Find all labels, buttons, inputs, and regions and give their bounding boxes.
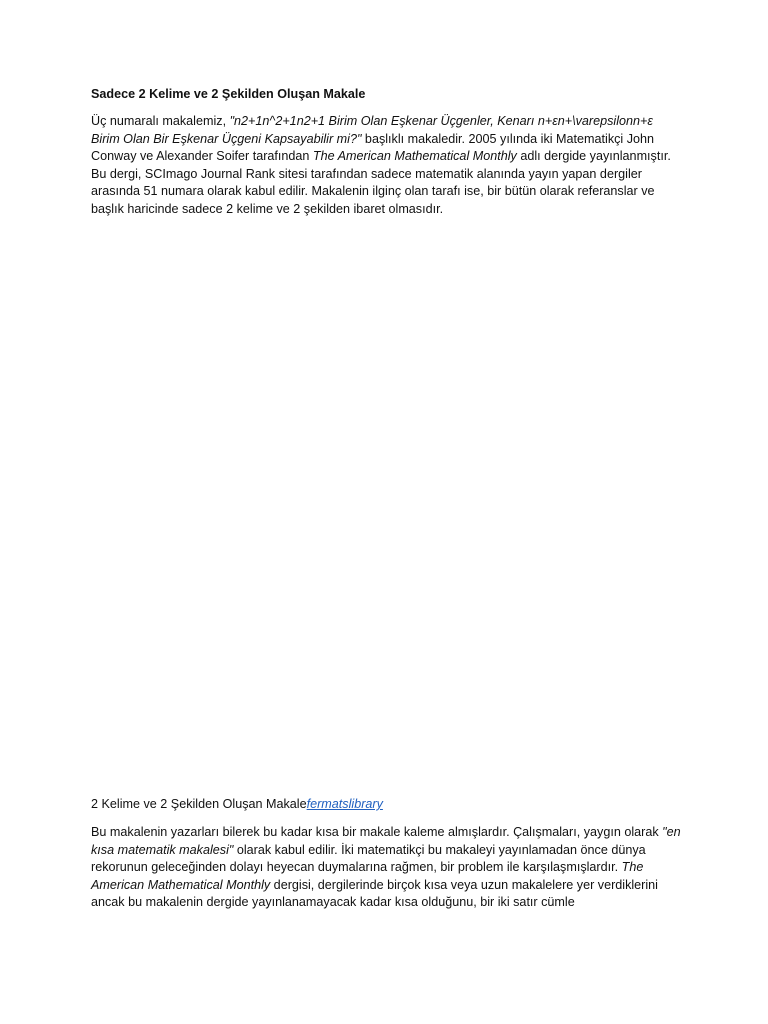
fermatslibrary-link[interactable]: fermatslibrary bbox=[306, 797, 383, 811]
authors-paragraph bbox=[91, 824, 681, 912]
intro-middle: başlıklı makaledir. 2005 yılında iki Matematikçi John Conway ve Alexander Soifer tarafından bbox=[91, 131, 655, 164]
article-title-quote: "n2+1n^2+1n2+1 Birim Olan Eşkenar Üçgenler, Kenarı n+εn+\varepsilonn+ε Birim Olan Bir Eşkenar Üçgeni Kapsayabilir mi?" bbox=[91, 114, 653, 146]
shortest-paper-quote: "en kısa matematik makalesi" bbox=[91, 825, 681, 857]
authors-prefix: Bu makalenin yazarları bilerek bu kadar kısa bir makale kaleme almışlardır. Çalışmaları, yaygın olarak bbox=[91, 825, 663, 839]
intro-prefix: Üç numaralı makalemiz, bbox=[91, 114, 230, 128]
intro-rest: adlı dergide yayınlanmıştır. Bu dergi, SCImago Journal Rank sitesi tarafından sadece matematik alanında yayın yapan dergiler arasında 51 numara olarak kabul edilir. Makalenin ilginç olan tarafı ise, bir bütün olarak referanslar ve başlık haricinde sadece 2 kelime ve 2 şekilden ibaret olmasıdır. bbox=[91, 149, 671, 216]
intro-paragraph bbox=[91, 113, 681, 219]
journal-name-2: The American Mathematical Monthly bbox=[91, 860, 644, 892]
authors-rest: dergisi, dergilerinde birçok kısa veya uzun makalelere yer verdiklerini ancak bu makalenin dergide yayınlanamayacak kadar kısa olduğunu, bir iki satır cümle bbox=[91, 877, 658, 910]
authors-middle: olarak kabul edilir. İki matematikçi bu makaleyi yayınlamadan önce dünya rekorunun geleceğinden dolayı heyecan duymalarına rağmen, bir problem ile karşılaşmışlardır. bbox=[91, 842, 646, 875]
journal-name: The American Mathematical Monthly bbox=[312, 149, 517, 164]
document-heading: Sadece 2 Kelime ve 2 Şekilden Oluşan Makale bbox=[91, 87, 366, 101]
figure-area bbox=[91, 230, 681, 785]
figure-caption bbox=[91, 796, 681, 814]
caption-text: 2 Kelime ve 2 Şekilden Oluşan Makale bbox=[91, 797, 307, 811]
